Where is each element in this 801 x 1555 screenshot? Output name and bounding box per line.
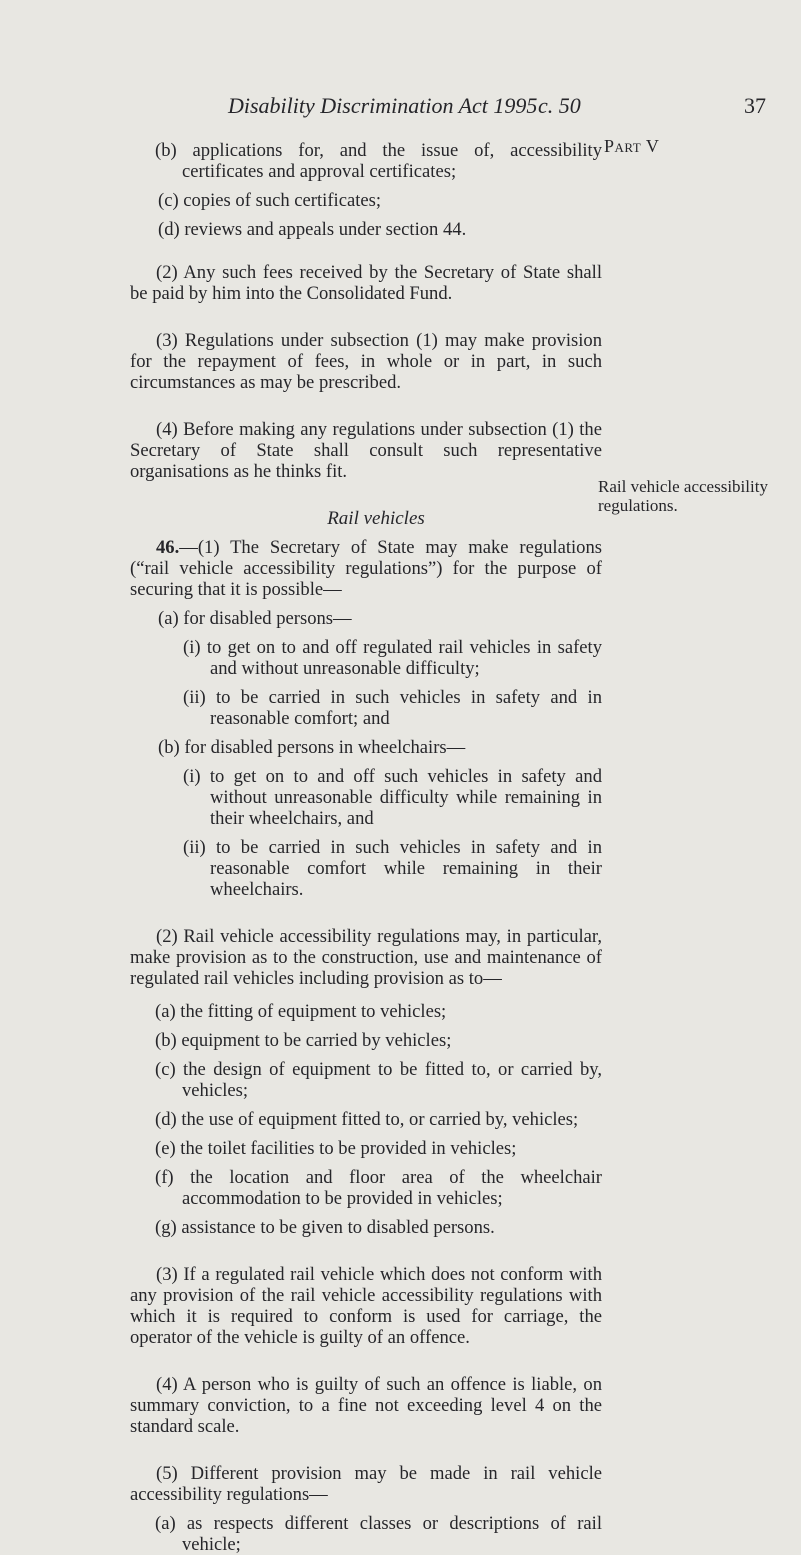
list-item: (f) the location and floor area of the wheelchair accommodation to be provided in vehicles; xyxy=(155,1167,602,1209)
para-a-ii: (ii) to be carried in such vehicles in safety and in reasonable comfort; and xyxy=(183,687,602,729)
list-item: (e) the toilet facilities to be provided in vehicles; xyxy=(155,1138,517,1159)
main-text xyxy=(130,140,602,1555)
section-heading: Rail vehicles xyxy=(327,508,425,529)
list-item: (g) assistance to be given to disabled persons. xyxy=(155,1217,495,1238)
running-header-title: Disability Discrimination Act 1995 xyxy=(228,93,538,118)
subsection-46-5: (5) Different provision may be made in rail vehicle accessibility regulations— xyxy=(130,1463,602,1505)
subsection-4: (4) Before making any regulations under subsection (1) the Secretary of State shall consult such representative organisations as he thinks fit. xyxy=(130,419,602,482)
subsection-46-3: (3) If a regulated rail vehicle which does not conform with any provision of the rail vehicle accessibility regulations with which it is required to conform is used for carriage, the operator of the vehicle is guilty of an offence. xyxy=(130,1264,602,1348)
section-number: 46. xyxy=(156,537,180,558)
para-b-applications: (b) applications for, and the issue of, accessibility certificates and approval certificates; xyxy=(155,140,602,182)
para-a-i: (i) to get on to and off regulated rail vehicles in safety and without unreasonable difficulty; xyxy=(183,637,602,679)
chapter-number: c. 50 xyxy=(538,93,581,118)
section-46-1-text: —(1) The Secretary of State may make regulations (“rail vehicle accessibility regulations”) for the purpose of securing that it is possible— xyxy=(130,537,602,600)
para-a-disabled: (a) for disabled persons— xyxy=(158,608,352,629)
list-item: (c) the design of equipment to be fitted to, or carried by, vehicles; xyxy=(155,1059,602,1101)
page-number: 37 xyxy=(744,93,766,118)
subsection-2: (2) Any such fees received by the Secretary of State shall be paid by him into the Consolidated Fund. xyxy=(130,262,602,304)
para-b-ii: (ii) to be carried in such vehicles in safety and in reasonable comfort while remaining in their wheelchairs. xyxy=(183,837,602,900)
list-item: (d) the use of equipment fitted to, or carried by, vehicles; xyxy=(155,1109,579,1130)
subsection-2-list xyxy=(130,1001,602,1238)
section-46-subsection-1 xyxy=(130,537,602,600)
para-5a: (a) as respects different classes or descriptions of rail vehicle; xyxy=(155,1513,602,1555)
para-b-i: (i) to get on to and off such vehicles in safety and without unreasonable difficulty while remaining in their wheelchairs, and xyxy=(183,766,602,829)
subsection-3: (3) Regulations under subsection (1) may make provision for the repayment of fees, in whole or in part, in such circumstances as may be prescribed. xyxy=(130,330,602,393)
para-c-copies: (c) copies of such certificates; xyxy=(158,190,382,211)
list-item: (a) the fitting of equipment to vehicles; xyxy=(155,1001,447,1022)
subsection-46-2: (2) Rail vehicle accessibility regulations may, in particular, make provision as to the construction, use and maintenance of regulated rail vehicles including provision as to— xyxy=(130,926,602,989)
list-item: (b) equipment to be carried by vehicles; xyxy=(155,1030,452,1051)
subsection-46-4: (4) A person who is guilty of such an offence is liable, on summary conviction, to a fine not exceeding level 4 on the standard scale. xyxy=(130,1374,602,1437)
para-b-wheelchairs: (b) for disabled persons in wheelchairs— xyxy=(158,737,466,758)
part-label: Part V xyxy=(604,136,660,156)
margin-note: Rail vehicle accessibility regulations. xyxy=(598,477,768,515)
para-d-reviews: (d) reviews and appeals under section 44. xyxy=(158,219,467,240)
